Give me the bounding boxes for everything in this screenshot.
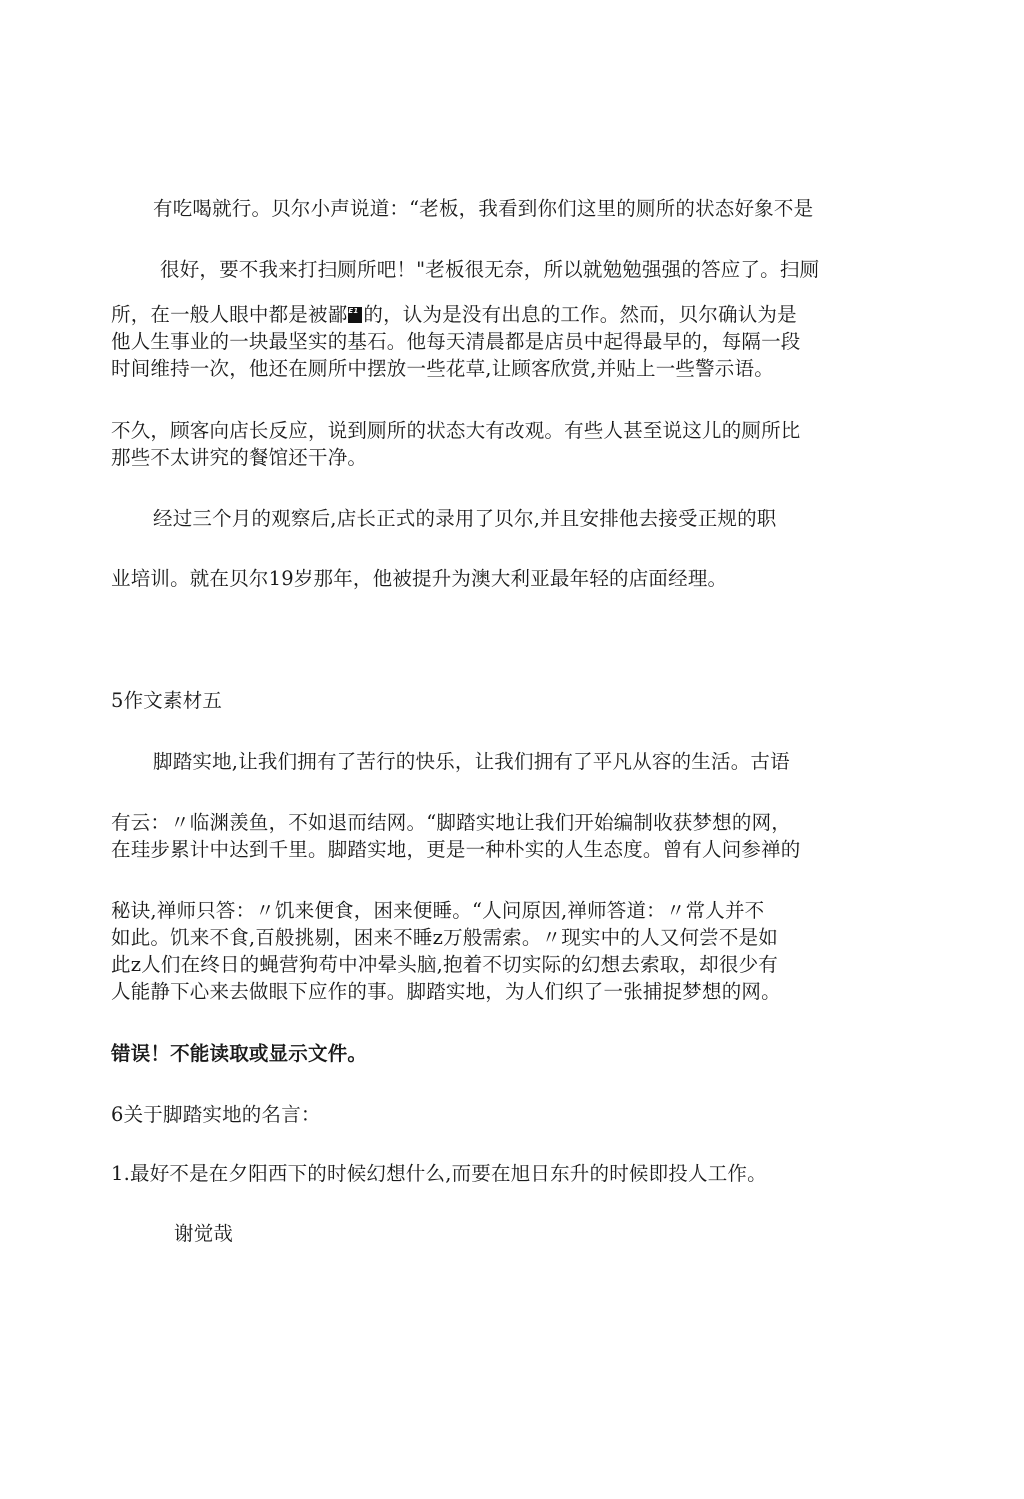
paragraph-line: 秘诀,禅师只答：〃饥来便食，困来便睡。“人问原因,禅师答道：〃常人并不: [111, 899, 765, 922]
paragraph-line: 经过三个月的观察后,店长正式的录用了贝尔,并且安排他去接受正规的职: [153, 507, 777, 530]
section-heading: 6关于脚踏实地的名言：: [111, 1103, 321, 1126]
paragraph-line: 不久，顾客向店长反应，说到厕所的状态大有改观。有些人甚至说这儿的厕所比: [111, 419, 801, 442]
text-fragment: 的，认为是没有出息的工作。然而，贝尔确认为是: [363, 303, 797, 326]
text-fragment: 所，在一般人眼中都是被鄙: [111, 303, 348, 326]
error-message: 错误！不能读取或显示文件。: [111, 1042, 368, 1065]
quote-author: 谢觉哉: [174, 1222, 234, 1245]
paragraph-line: 在珪步累计中达到千里。脚踏实地，更是一种朴实的人生态度。曾有人问参禅的: [111, 838, 801, 861]
paragraph-line: 有云：〃临渊羡鱼，不如退而结网。“脚踏实地让我们开始编制收获梦想的网，: [111, 811, 791, 834]
quote-line: 1.最好不是在夕阳西下的时候幻想什么,而要在旭日东升的时候即投人工作。: [111, 1162, 767, 1185]
paragraph-line: [111, 302, 797, 328]
embedded-glyph-icon: E1: [348, 307, 362, 323]
paragraph-line: 有吃喝就行。贝尔小声说道：“老板，我看到你们这里的厕所的状态好象不是: [153, 197, 814, 220]
paragraph-line: 如此。饥来不食,百般挑剔，困来不睡z万般需索。〃现实中的人又何尝不是如: [111, 926, 778, 949]
paragraph-line: 此z人们在终日的蝇营狗苟中冲晕头脑,抱着不切实际的幻想去索取，却很少有: [111, 953, 778, 976]
paragraph-line: 人能静下心来去做眼下应作的事。脚踏实地，为人们织了一张捕捉梦想的网。: [111, 980, 781, 1003]
paragraph-line: 他人生事业的一块最坚实的基石。他每天清晨都是店员中起得最早的，每隔一段: [111, 330, 801, 353]
paragraph-line: 时间维持一次，他还在厕所中摆放一些花草,让顾客欣赏,并贴上一些警示语。: [111, 357, 774, 380]
paragraph-line: 那些不太讲究的餐馆还干净。: [111, 446, 368, 469]
paragraph-line: 脚踏实地,让我们拥有了苦行的快乐，让我们拥有了平凡从容的生活。古语: [153, 750, 790, 773]
paragraph-line: 很好，要不我来打扫厕所吧！"老板很无奈，所以就勉勉强强的答应了。扫厕: [160, 258, 820, 281]
paragraph-line: 业培训。就在贝尔19岁那年，他被提升为澳大利亚最年轻的店面经理。: [111, 567, 728, 590]
section-heading: 5作文素材五: [111, 689, 223, 712]
